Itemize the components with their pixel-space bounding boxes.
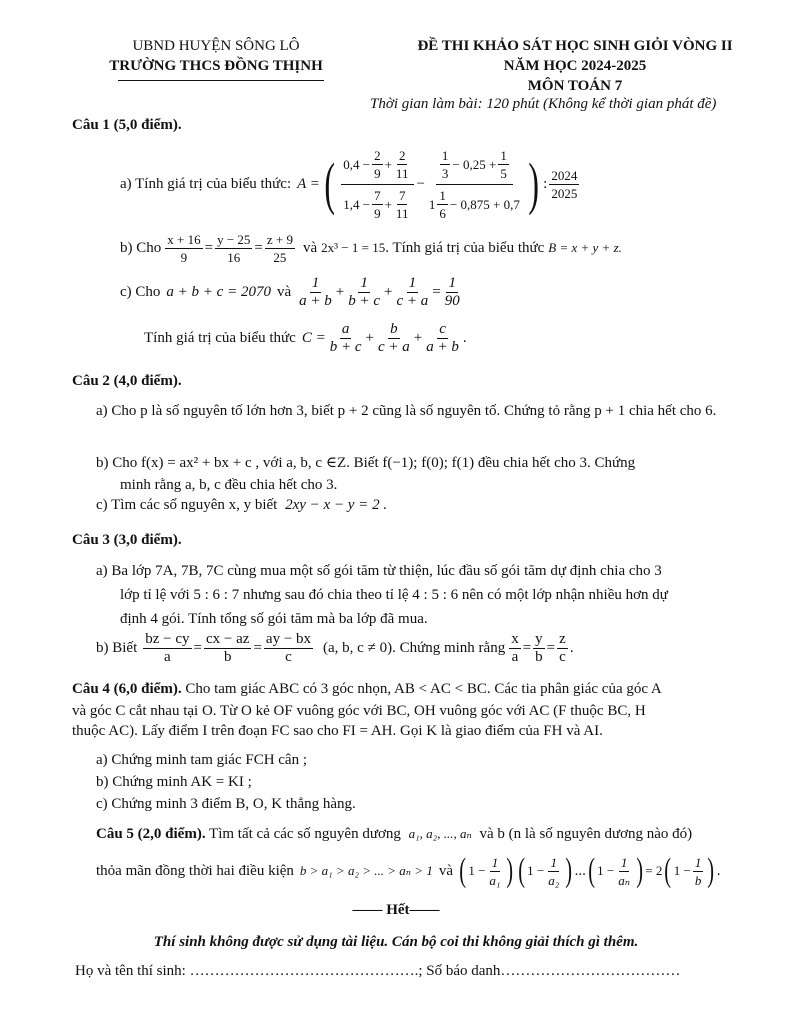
q3-title: Câu 3 (3,0 điểm). <box>72 532 182 548</box>
right-paren: ) <box>528 151 539 216</box>
school-district: UBND HUYỆN SÔNG LÔ <box>132 38 300 54</box>
q1a-A: A = <box>297 175 320 192</box>
q4-intro-line3: thuộc AC). Lấy điểm I trên đoạn FC sao cho FI = AH. Gọi K là giao điểm của FH và AI. <box>72 723 603 739</box>
q1a-minus: − <box>416 175 425 192</box>
q3a-line3: định 4 gói. Tính tổng số gói tăm mà ba lớp đã mua. <box>120 611 428 627</box>
q2c: c) Tìm các số nguyên x, y biết 2xy − x − y = 2 . <box>96 497 388 513</box>
q1c: c) Cho a + b + c = 2070 và $\frac{1}{a + b}$ + $\frac{1}{b + c}$ + $\frac{1}{c + a}$ = $\frac{1}{90}$ <box>120 274 460 309</box>
subject: MÔN TOÁN 7 <box>527 78 623 94</box>
q4c: c) Chứng minh 3 điểm B, O, K thẳng hàng. <box>96 796 356 812</box>
q1a-frac-2024: $\frac{2024}{2025}$ <box>551 167 578 201</box>
q1a-text: a) Tính giá trị của biểu thức: <box>120 175 292 192</box>
q4-intro-line1: Câu 4 (6,0 điểm). Cho tam giác ABC có 3 góc nhọn, AB < AC < BC. Các tia phân giác của góc A <box>72 681 662 697</box>
school-year: NĂM HỌC 2024-2025 <box>503 58 647 74</box>
exam-title: ĐỀ THI KHẢO SÁT HỌC SINH GIỎI VÒNG II <box>417 38 733 54</box>
q2-title: Câu 2 (4,0 điểm). <box>72 373 182 389</box>
q1c2: Tính giá trị của biểu thức C = $\frac{a}{b + c}$ + $\frac{b}{c + a}$ + $\frac{c}{a + b}$ . <box>144 320 467 355</box>
q5-line1: Câu 5 (2,0 điểm). Tìm tất cả các số nguyên dương a₁, a₂, ..., aₙ và b (n là số nguyên dương nào đó) <box>96 826 693 842</box>
q2b-line2: minh rằng a, b, c đều chia hết cho 3. <box>120 477 338 493</box>
q4a: a) Chứng minh tam giác FCH cân ; <box>96 752 308 768</box>
q4b: b) Chứng minh AK = KI ; <box>96 774 252 790</box>
q1a: a) Tính giá trị của biểu thức: A = ( 0,4 − $\frac{2}{9}$ + $\frac{2}{11}$ 1,4 − $\frac{7}{9}$ + $\frac{7}{11}$ − $\frac{1}{3}$ − 0,25 + $\frac{1}{5}$ 1 $\frac{1}{6}$ − 0,875 + 0,7 ) : $\frac{2024}{2025}$ <box>120 147 578 221</box>
time-note: Thời gian làm bài: 120 phút (Không kể thời gian phát đề) <box>370 96 717 112</box>
q1-title: Câu 1 (5,0 điểm). <box>72 117 182 133</box>
candidate-info-line: Họ và tên thí sinh: ……………………………………….; Số báo danh……………………………… <box>75 963 681 979</box>
q2b-line1: b) Cho f(x) = ax² + bx + c , với a, b, c ∈Z. Biết f(−1); f(0); f(1) đều chia hết cho 3. Chứng <box>96 455 636 471</box>
q5-line2: thỏa mãn đồng thời hai điều kiện b > a₁ > a₂ > ... > aₙ > 1 và ( 1 − $\frac{1}{\text{a₁}}$ ) ( 1 − $\frac{1}{\text{a₂}}$ ) ... ( 1 − $\frac{1}{\text{aₙ}}$ ) = 2 ( 1 − $\frac{1}{b}$ ) . <box>96 852 721 889</box>
q1a-frac-left: 0,4 − $\frac{2}{9}$ + $\frac{2}{11}$ 1,4 − $\frac{7}{9}$ + $\frac{7}{11}$ <box>341 147 414 222</box>
q4-intro-line2: và góc C cắt nhau tại O. Từ O kẻ OF vuông góc với BC, OH vuông góc với AC (F thuộc BC, H <box>72 703 646 719</box>
q1b: b) Cho $\frac{x + 16}{9}$ = $\frac{y - 25}{16}$ = $\frac{z + 9}{25}$ và 2x³ − 1 = 15 . Tính giá trị của biểu thức B = x + y + z. <box>120 231 622 265</box>
left-paren: ( <box>324 151 335 216</box>
q3b: b) Biết $\frac{bz - cy}{a}$ = $\frac{cx - az}{b}$ = $\frac{ay - bx}{c}$ (a, b, c ≠ 0). Chứng minh rằng $\frac{x}{a}$ = $\frac{y}{b}$ = $\frac{z}{c}$ . <box>96 630 574 665</box>
footer-note: Thí sinh không được sử dụng tài liệu. Cán bộ coi thi không giải thích gì thêm. <box>153 934 639 950</box>
q1a-frac-right: $\frac{1}{3}$ − 0,25 + $\frac{1}{5}$ 1 $\frac{1}{6}$ − 0,875 + 0,7 <box>428 147 520 221</box>
q3a-line2: lớp tỉ lệ với 5 : 6 : 7 nhưng sau đó chia theo tỉ lệ 4 : 5 : 6 nên có một lớp nhận nhiều hơn dự <box>120 587 668 603</box>
school-name: TRƯỜNG THCS ĐỒNG THỊNH <box>109 58 323 74</box>
end-marker: —— Hết—— <box>352 902 440 918</box>
q2a: a) Cho p là số nguyên tố lớn hơn 3, biết p + 2 cũng là số nguyên tố. Chứng tỏ rằng p + 1 chia hết cho 6. <box>96 403 717 419</box>
q3a-line1: a) Ba lớp 7A, 7B, 7C cùng mua một số gói tăm từ thiện, lúc đầu số gói tăm dự định chia cho 3 <box>96 563 662 579</box>
header-divider <box>118 80 324 81</box>
